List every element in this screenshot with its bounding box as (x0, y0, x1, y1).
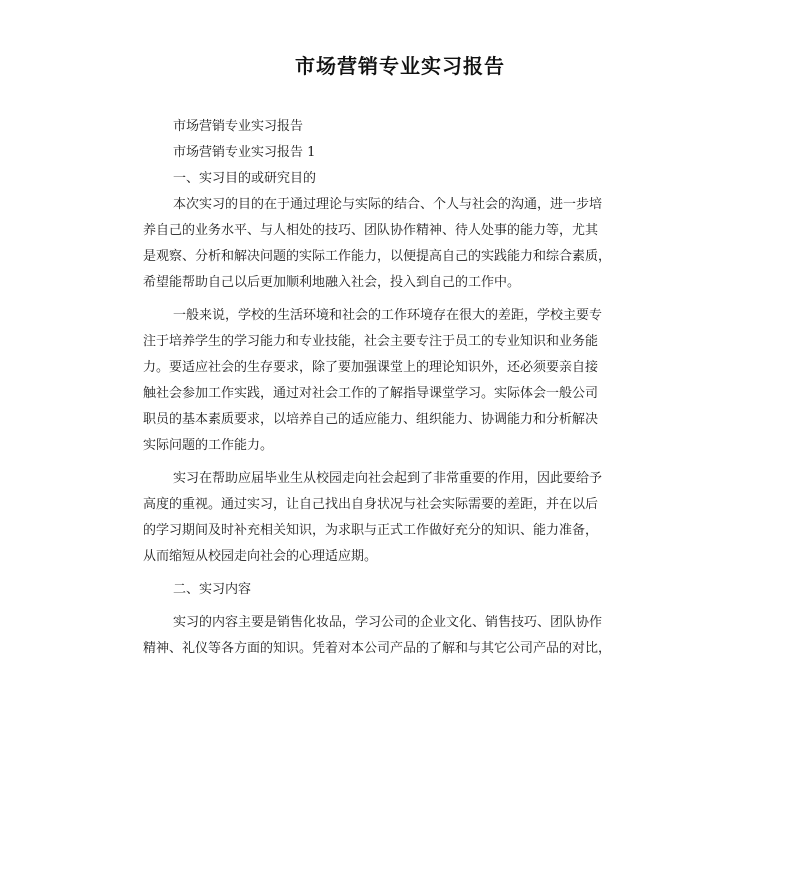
text-line: 的学习期间及时补充相关知识，为求职与正式工作做好充分的知识、能力准备， (143, 523, 599, 538)
text-line: 从而缩短从校园走向社会的心理适应期。 (143, 549, 378, 564)
text-line: 一、实习目的或研究目的 (173, 171, 317, 186)
text-line: 注于培养学生的学习能力和专业技能，社会主要专注于员工的专业知识和业务能 (143, 334, 599, 349)
text-line: 市场营销专业实习报告 (173, 119, 304, 134)
document-body (143, 114, 660, 662)
text-line: 二、实习内容 (173, 582, 252, 597)
text-line: 高度的重视。通过实习，让自己找出自身状况与社会实际需要的差距，并在以后 (143, 497, 599, 512)
text-line: 触社会参加工作实践，通过对社会工作的了解指导课堂学习。实际体会一般公司 (143, 386, 599, 401)
text-line: 一般来说，学校的生活环境和社会的工作环境存在很大的差距，学校主要专 (173, 308, 603, 323)
paragraph-school-vs-society (143, 303, 660, 459)
text-line: 养自己的业务水平、与人相处的技巧、团队协作精神、待人处事的能力等，尤其 (143, 223, 599, 238)
section-heading-content (143, 577, 660, 603)
text-line: 市场营销专业实习报告 1 (173, 145, 316, 160)
paragraph-report-number (143, 140, 660, 166)
text-line: 希望能帮助自己以后更加顺利地融入社会，投入到自己的工作中。 (143, 275, 521, 290)
text-line: 实习在帮助应届毕业生从校园走向社会起到了非常重要的作用，因此要给予 (173, 471, 603, 486)
paragraph-doc-heading (143, 114, 660, 140)
text-line: 实习的内容主要是销售化妆品，学习公司的企业文化、销售技巧、团队协作 (173, 615, 603, 630)
text-line: 精神、礼仪等各方面的知识。凭着对本公司产品的了解和与其它公司产品的对比， (143, 641, 612, 656)
paragraph-purpose (143, 192, 660, 296)
text-line: 实际问题的工作能力。 (143, 438, 274, 453)
document-title: 市场营销专业实习报告 (295, 54, 505, 78)
section-heading-purpose (143, 166, 660, 192)
paragraph-content (143, 610, 660, 662)
paragraph-internship-importance (143, 466, 660, 570)
text-line: 是观察、分析和解决问题的实际工作能力，以便提高自己的实践能力和综合素质， (143, 249, 612, 264)
text-line: 力。要适应社会的生存要求，除了要加强课堂上的理论知识外，还必须要亲自接 (143, 360, 599, 375)
text-line: 职员的基本素质要求，以培养自己的适应能力、组织能力、协调能力和分析解决 (143, 412, 599, 427)
text-line: 本次实习的目的在于通过理论与实际的结合、个人与社会的沟通，进一步培 (173, 197, 603, 212)
